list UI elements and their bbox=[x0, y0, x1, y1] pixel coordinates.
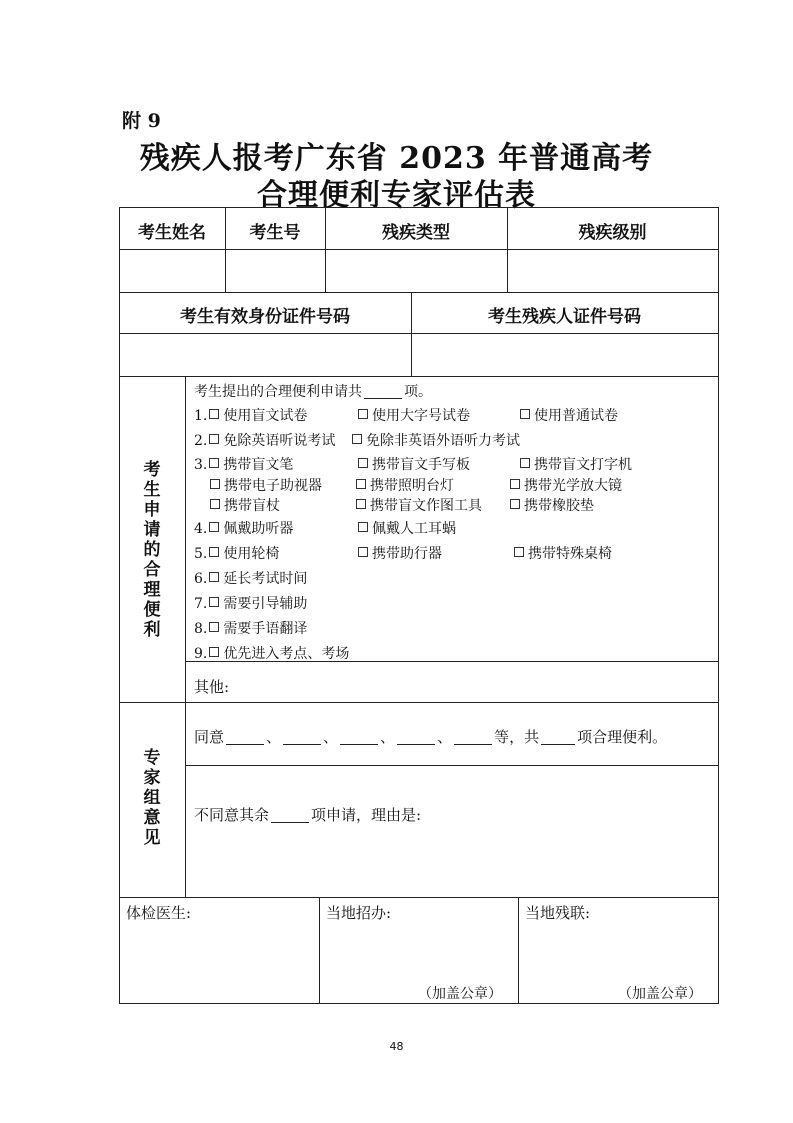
header-id-number: 考生有效身份证件号码 bbox=[180, 307, 350, 327]
checkbox-icon[interactable] bbox=[209, 597, 219, 607]
option-sign-language[interactable]: 8. 需要手语翻译 bbox=[194, 621, 308, 637]
header-disability-certificate: 考生残疾人证件号码 bbox=[488, 307, 641, 327]
option-special-desk-chair[interactable]: 携带特殊桌椅 bbox=[512, 543, 612, 563]
seal-note-disabled-federation: （加盖公章） bbox=[618, 986, 702, 1002]
disagree-line: 不同意其余 项申请，理由是: bbox=[194, 806, 422, 824]
option-extended-time[interactable]: 6. 延长考试时间 bbox=[194, 571, 308, 587]
agree-line: 同意 、 、 、 、 等，共 项合理便利。 bbox=[194, 728, 668, 746]
checkbox-icon[interactable] bbox=[209, 434, 219, 444]
checkbox-icon[interactable] bbox=[358, 409, 368, 419]
option-braille-drawing-tools[interactable]: 携带盲文作图工具 bbox=[354, 495, 482, 515]
form-title-line2: 合理便利专家评估表 bbox=[257, 178, 536, 213]
seal-note-exam-office: （加盖公章） bbox=[418, 986, 502, 1002]
option-desk-lamp[interactable]: 携带照明台灯 bbox=[354, 475, 454, 495]
checkbox-icon[interactable] bbox=[358, 458, 368, 468]
checkbox-icon[interactable] bbox=[356, 499, 366, 509]
option-large-print-paper[interactable]: 使用大字号试卷 bbox=[356, 405, 470, 425]
header-exam-number: 考生号 bbox=[249, 223, 301, 243]
option-walker[interactable]: 携带助行器 bbox=[356, 543, 442, 563]
checkbox-icon[interactable] bbox=[209, 547, 219, 557]
option-optical-magnifier[interactable]: 携带光学放大镜 bbox=[508, 475, 622, 495]
attachment-label: 附 9 bbox=[122, 110, 161, 132]
checkbox-icon[interactable] bbox=[209, 409, 219, 419]
checkbox-icon[interactable] bbox=[514, 547, 524, 557]
checkbox-icon[interactable] bbox=[210, 499, 220, 509]
checkbox-icon[interactable] bbox=[520, 458, 530, 468]
checkbox-icon[interactable] bbox=[209, 458, 219, 468]
expert-section-label: 专家组意见 bbox=[143, 748, 161, 848]
checkbox-icon[interactable] bbox=[209, 622, 219, 632]
application-section-label: 考生申请的合理便利 bbox=[143, 460, 161, 640]
other-label: 其他: bbox=[194, 678, 230, 696]
checkbox-icon[interactable] bbox=[510, 499, 520, 509]
checkbox-icon[interactable] bbox=[356, 479, 366, 489]
option-guidance[interactable]: 7. 需要引导辅助 bbox=[194, 596, 308, 612]
checkbox-icon[interactable] bbox=[210, 479, 220, 489]
option-braille-slate[interactable]: 携带盲文手写板 bbox=[356, 454, 470, 474]
option-wheelchair[interactable]: 5. 使用轮椅 bbox=[194, 546, 280, 562]
checkbox-icon[interactable] bbox=[510, 479, 520, 489]
application-intro: 考生提出的合理便利申请共 项。 bbox=[194, 384, 432, 400]
header-name: 考生姓名 bbox=[138, 223, 206, 243]
checkbox-icon[interactable] bbox=[358, 522, 368, 532]
checkbox-icon[interactable] bbox=[520, 409, 530, 419]
option-braille-paper[interactable]: 1. 使用盲文试卷 bbox=[194, 408, 308, 424]
option-braille-typewriter[interactable]: 携带盲文打字机 bbox=[518, 454, 632, 474]
option-exempt-english-listening[interactable]: 2. 免除英语听说考试 bbox=[194, 433, 336, 449]
exam-office-signature-label: 当地招办: bbox=[326, 904, 392, 922]
option-rubber-mat[interactable]: 携带橡胶垫 bbox=[508, 495, 594, 515]
option-priority-entry[interactable]: 9. 优先进入考点、考场 bbox=[194, 646, 350, 662]
option-cochlear-implant[interactable]: 佩戴人工耳蜗 bbox=[356, 518, 456, 538]
header-disability-level: 残疾级别 bbox=[578, 223, 647, 243]
page-number: 48 bbox=[389, 1040, 404, 1053]
option-electronic-magnifier[interactable]: 携带电子助视器 bbox=[208, 475, 322, 495]
checkbox-icon[interactable] bbox=[209, 572, 219, 582]
option-exempt-other-listening[interactable]: 免除非英语外语听力考试 bbox=[350, 430, 520, 450]
checkbox-icon[interactable] bbox=[352, 434, 362, 444]
header-disability-type: 残疾类型 bbox=[382, 223, 450, 243]
option-braille-pen[interactable]: 3. 携带盲文笔 bbox=[194, 457, 294, 473]
option-white-cane[interactable]: 携带盲杖 bbox=[208, 495, 280, 515]
doctor-signature-label: 体检医生: bbox=[126, 904, 192, 922]
disabled-federation-signature-label: 当地残联: bbox=[525, 904, 591, 922]
checkbox-icon[interactable] bbox=[209, 647, 219, 657]
checkbox-icon[interactable] bbox=[358, 547, 368, 557]
form-title-line1: 残疾人报考广东省 2023 年普通高考 bbox=[139, 141, 654, 176]
option-hearing-aid[interactable]: 4. 佩戴助听器 bbox=[194, 521, 294, 537]
option-regular-paper[interactable]: 使用普通试卷 bbox=[518, 405, 618, 425]
checkbox-icon[interactable] bbox=[209, 522, 219, 532]
